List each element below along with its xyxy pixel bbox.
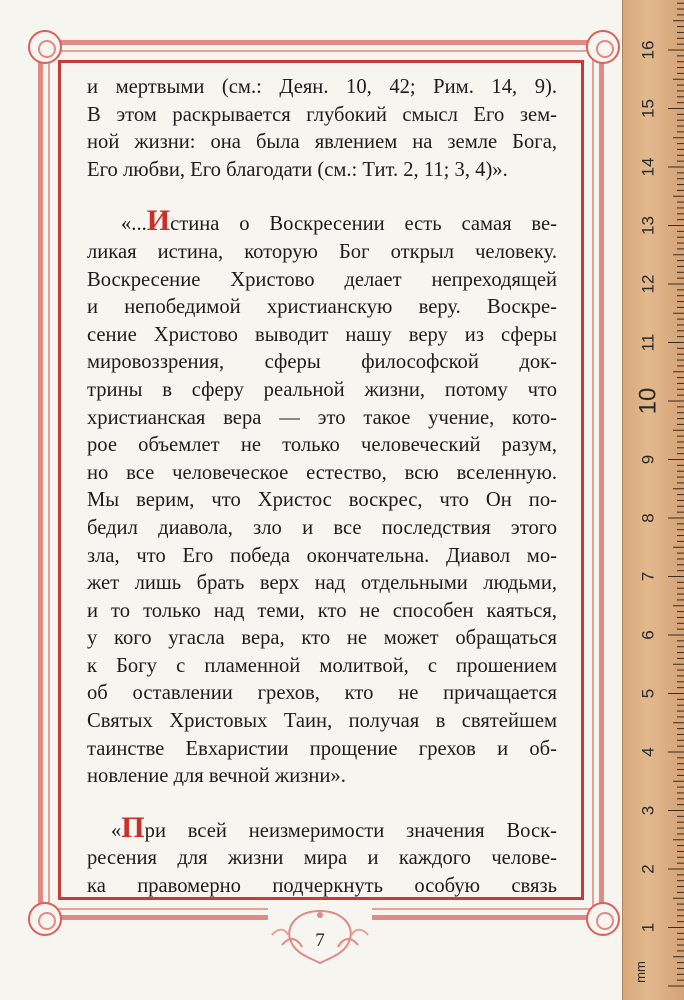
text-line: зла, что Его победа окончательна. Диавол мо- xyxy=(87,544,557,567)
text-line: трины в сферу реальной жизни, потому что xyxy=(87,378,557,401)
ruler-number: 1 xyxy=(638,922,658,933)
text-line: христианская вера — это такое учение, кото- xyxy=(87,406,557,429)
ruler-number: 10 xyxy=(634,387,662,415)
text-line: Воскресение Христово делает непреходящей xyxy=(87,268,557,291)
ruler-number: 8 xyxy=(638,513,658,523)
text-line: Святых Христовых Таин, получая в святейшем xyxy=(87,710,557,733)
text-line: Мы верим, что Христос воскрес, что Он по- xyxy=(87,489,557,512)
measuring-ruler xyxy=(622,0,684,1000)
text-line: мировоззрения, сферы философской док- xyxy=(87,351,557,374)
ruler-number: 2 xyxy=(638,864,658,874)
text-line: и то только над теми, кто не способен каяться, xyxy=(87,599,557,622)
ruler-number: 15 xyxy=(638,99,658,118)
ruler-number xyxy=(638,0,657,1)
paragraph-1 xyxy=(87,74,557,184)
dropcap-letter: П xyxy=(121,810,145,844)
paragraph-3 xyxy=(87,810,557,901)
dropcap-letter: И xyxy=(146,204,171,238)
text-line: и непобедимой христианскую веру. Воскре- xyxy=(87,296,557,319)
text-line: рое объемлет не только человеческий разум, xyxy=(87,434,557,457)
text-line: Его любви, Его благодати (см.: Тит. 2, 11; 3, 4)». xyxy=(87,158,508,181)
body-text xyxy=(87,74,557,901)
text-line: ка правомерно подчеркнуть особую связь xyxy=(87,875,557,898)
paragraph-2 xyxy=(87,204,557,790)
ruler-number: 7 xyxy=(638,571,658,582)
text-line-rest: ри всей неизмеримости значения Воск- xyxy=(144,819,557,842)
text-line-rest: стина о Воскресении есть самая ве- xyxy=(170,213,557,236)
ruler-scale xyxy=(623,0,684,1000)
text-line xyxy=(87,810,557,846)
text-line: жет лишь брать верх над отдельными людьми, xyxy=(87,572,557,595)
text-line: к Богу с пламенной молитвой, с прошением xyxy=(87,654,557,677)
ruler-unit-label: mm xyxy=(633,961,648,983)
ruler-number: 9 xyxy=(638,454,658,465)
text-line: ресения для жизни мира и каждого челове- xyxy=(87,847,557,870)
text-line: и мертвыми (см.: Деян. 10, 42; Рим. 14, 9). xyxy=(87,76,557,98)
text-line: таинстве Евхаристии прощение грехов и об- xyxy=(87,737,557,760)
ruler-number: 3 xyxy=(638,805,658,816)
quote-prefix: «... xyxy=(121,213,147,236)
text-line: В этом раскрывается глубокий смысл Его зем- xyxy=(87,103,557,126)
text-line xyxy=(87,204,557,239)
text-line: у кого угасла вера, кто не может обращаться xyxy=(87,627,557,650)
text-line: сение Христово выводит нашу веру из сферы xyxy=(87,323,557,346)
text-line: но все человеческое естество, всю вселенную. xyxy=(87,461,557,484)
ruler-number: 13 xyxy=(638,216,658,235)
corner-ornament-bottom-right xyxy=(586,902,620,936)
corner-ornament-bottom-left xyxy=(28,902,62,936)
corner-ornament-top-left xyxy=(28,30,62,64)
text-line: бедил диавола, зло и все последствия этого xyxy=(87,516,557,539)
quote-prefix: « xyxy=(111,819,122,842)
ruler-number: 11 xyxy=(638,333,658,352)
ruler-number: 5 xyxy=(638,688,658,699)
corner-ornament-top-right xyxy=(586,30,620,64)
ruler-number: 4 xyxy=(638,747,658,757)
text-line: ной жизни: она была явлением на земле Бога, xyxy=(87,131,557,154)
text-line: новление для вечной жизни». xyxy=(87,765,346,788)
ruler-number: 16 xyxy=(638,40,658,60)
ruler-number: 14 xyxy=(638,157,658,177)
page-number: 7 xyxy=(315,930,325,951)
text-line: об оставлении грехов, кто не причащается xyxy=(87,682,557,705)
text-line: ликая истина, которую Бог открыл человеку. xyxy=(87,240,557,263)
ruler-number: 12 xyxy=(638,274,658,294)
ruler-number: 6 xyxy=(638,630,658,640)
